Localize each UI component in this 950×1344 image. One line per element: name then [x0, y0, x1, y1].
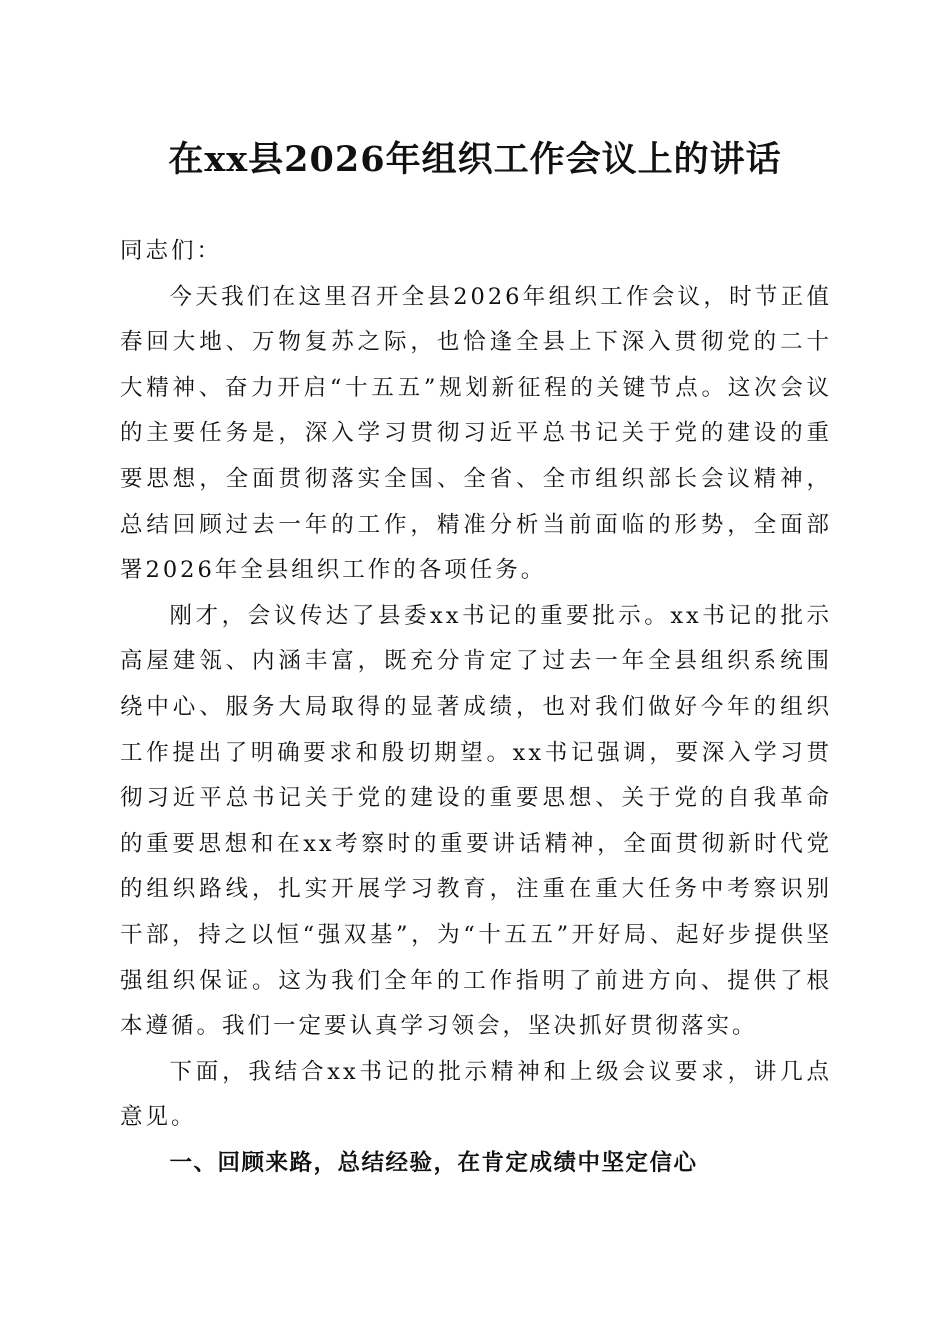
- paragraph-transition: 下面，我结合xx书记的批示精神和上级会议要求，讲几点意见。: [120, 1058, 832, 1131]
- paragraph-instructions: 刚才，会议传达了县委xx书记的重要批示。xx书记的批示高屋建瓴、内涵丰富，既充分肯定了过去一年全县组织系统围绕中心、服务大局取得的显著成绩，也对我们做好今年的组织工作提出了明确要求和殷切期望。xx书记强调，要深入学习贯彻习近平总书记关于党的建设的重要思想、关于党的自我革命的重要思想和在xx考察时的重要讲话精神，全面贯彻新时代党的组织路线，扎实开展学习教育，注重在重大任务中考察识别干部，持之以恒“强双基”，为“十五五”开好局、起好步提供坚强组织保证。这为我们全年的工作指明了前进方向、提供了根本遵循。我们一定要认真学习领会，坚决抓好贯彻落实。: [120, 602, 832, 1040]
- salutation: 同志们：: [120, 238, 223, 264]
- document-body: [120, 229, 832, 1186]
- section-heading: 一、回顾来路，总结经验，在肯定成绩中坚定信心: [169, 1149, 698, 1176]
- paragraph-opening: 今天我们在这里召开全县2026年组织工作会议，时节正值春回大地、万物复苏之际，也恰逢全县上下深入贯彻党的二十大精神、奋力开启“十五五”规划新征程的关键节点。这次会议的主要任务是，深入学习贯彻习近平总书记关于党的建设的重要思想，全面贯彻落实全国、全省、全市组织部长会议精神，总结回顾过去一年的工作，精准分析当前面临的形势，全面部署2026年全县组织工作的各项任务。: [120, 283, 832, 584]
- document-title: 在xx县2026年组织工作会议上的讲话: [168, 139, 782, 180]
